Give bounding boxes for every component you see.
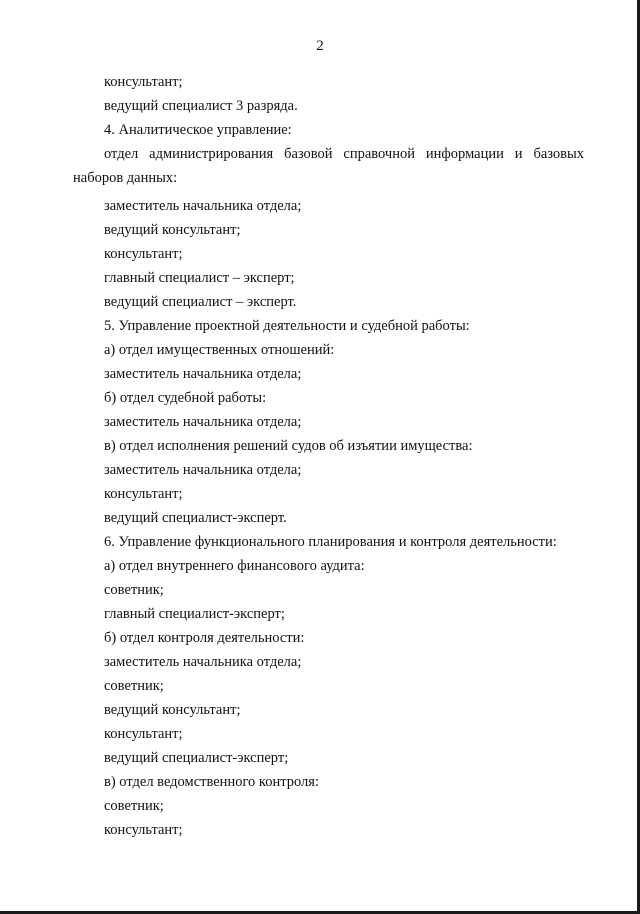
text-line: ведущий специалист – эксперт. — [104, 294, 297, 310]
text-line: заместитель начальника отдела; — [104, 462, 302, 478]
section-heading: 4. Аналитическое управление: — [104, 122, 292, 138]
text-line: консультант; — [104, 486, 183, 502]
text-line: заместитель начальника отдела; — [104, 654, 302, 670]
text-line: советник; — [104, 678, 164, 694]
text-line: главный специалист – эксперт; — [104, 270, 295, 286]
page-number: 2 — [316, 38, 324, 54]
text-line: отдел администрирования базовой справочной информации и базовых — [104, 146, 584, 162]
text-line: в) отдел исполнения решений судов об изъятии имущества: — [104, 438, 473, 454]
text-line: наборов данных: — [73, 170, 178, 186]
section-heading: 6. Управление функционального планирования и контроля деятельности: — [104, 534, 557, 550]
text-line: консультант; — [104, 726, 183, 742]
text-line: консультант; — [104, 822, 183, 838]
text-line: ведущий специалист-эксперт. — [104, 510, 287, 526]
text-line: главный специалист-эксперт; — [104, 606, 285, 622]
text-line: ведущий консультант; — [104, 702, 241, 718]
text-line: б) отдел контроля деятельности: — [104, 630, 305, 646]
text-line: ведущий специалист-эксперт; — [104, 750, 289, 766]
text-line: советник; — [104, 582, 164, 598]
text-line: а) отдел внутреннего финансового аудита: — [104, 558, 365, 574]
text-line: заместитель начальника отдела; — [104, 414, 302, 430]
text-line: консультант; — [104, 74, 183, 90]
text-line: ведущий консультант; — [104, 222, 241, 238]
text-line: заместитель начальника отдела; — [104, 198, 302, 214]
text-line: б) отдел судебной работы: — [104, 390, 267, 406]
text-line: ведущий специалист 3 разряда. — [104, 98, 298, 114]
text-line: а) отдел имущественных отношений: — [104, 342, 335, 358]
text-line: заместитель начальника отдела; — [104, 366, 302, 382]
text-line: советник; — [104, 798, 164, 814]
text-line: в) отдел ведомственного контроля: — [104, 774, 319, 790]
section-heading: 5. Управление проектной деятельности и судебной работы: — [104, 318, 470, 334]
text-line: консультант; — [104, 246, 183, 262]
